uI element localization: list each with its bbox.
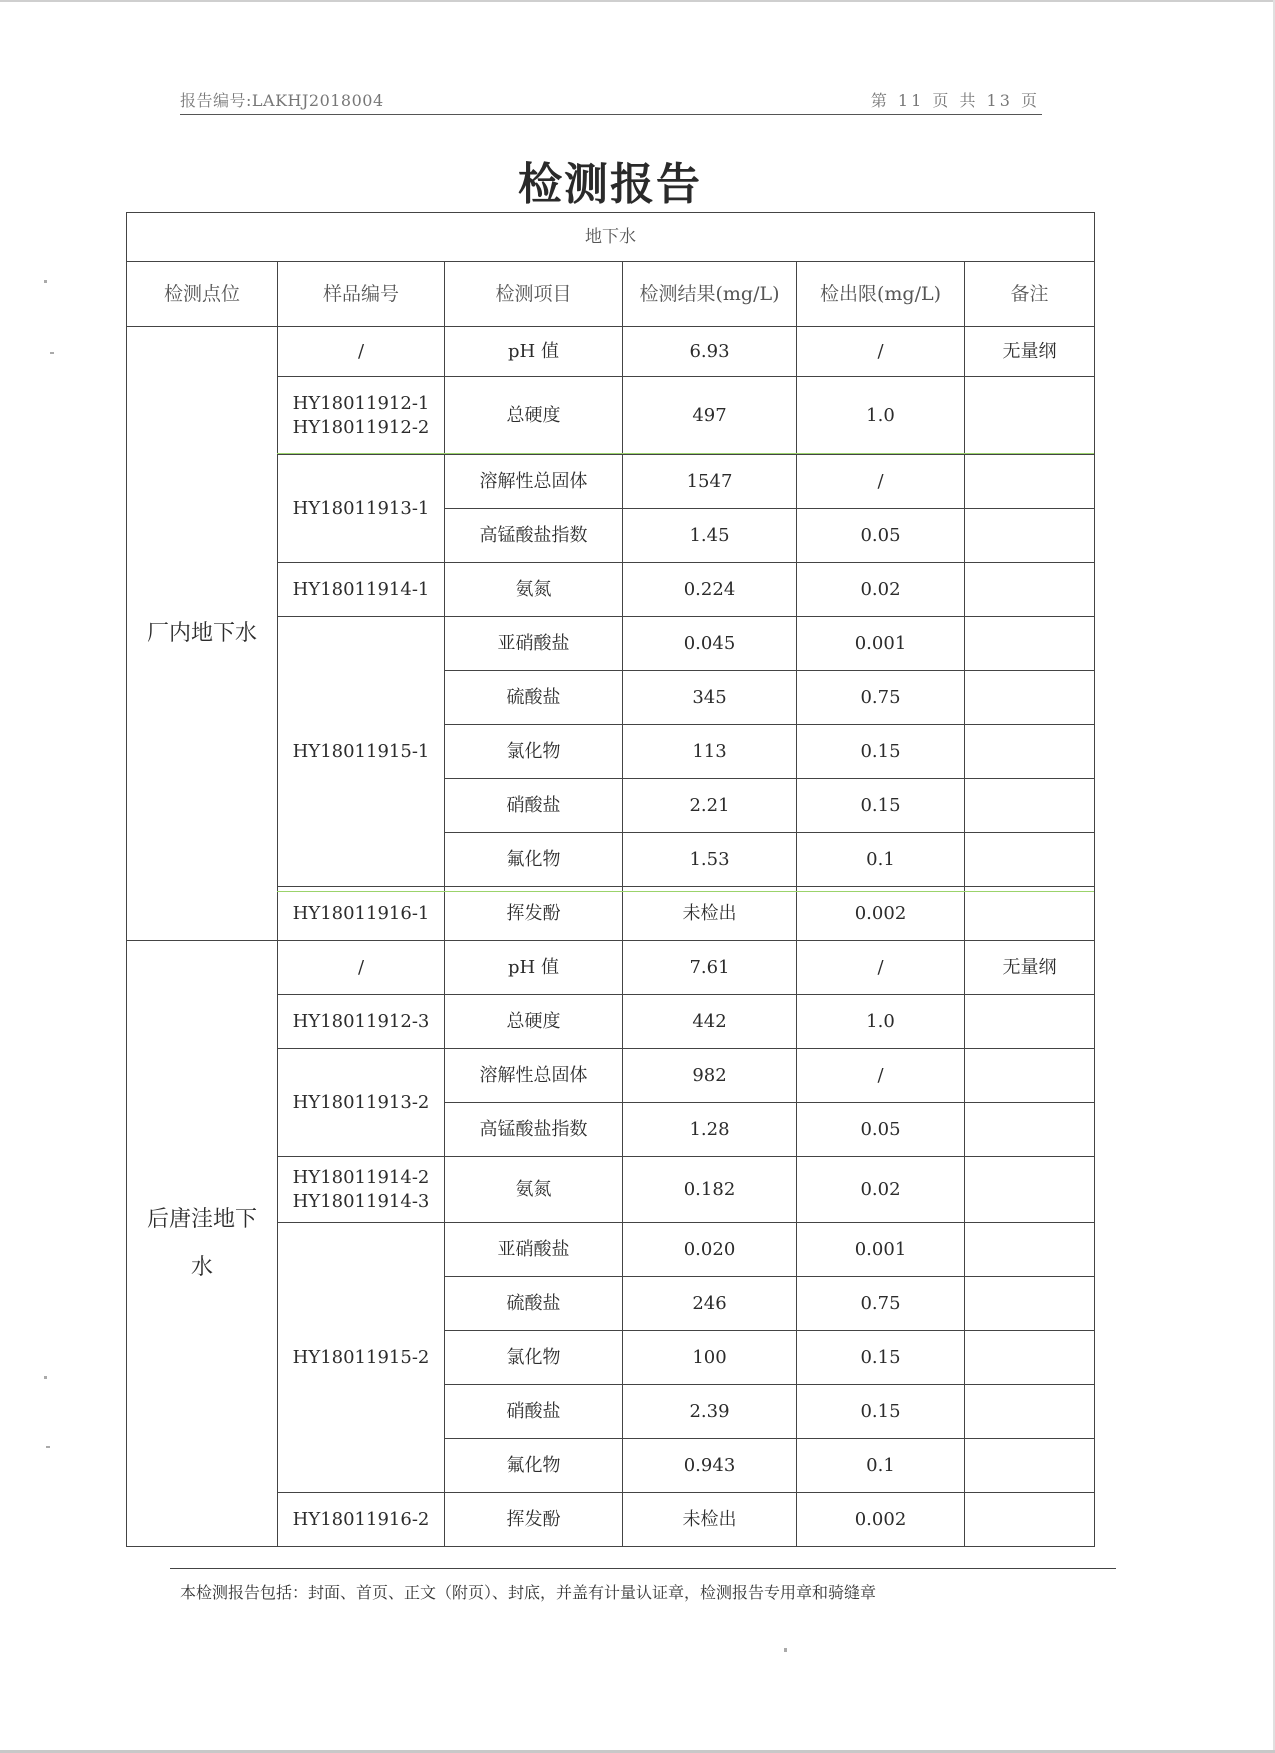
table-row bbox=[127, 941, 1095, 995]
col-header-note: 备注 bbox=[965, 262, 1095, 327]
limit-cell: 0.75 bbox=[797, 1277, 965, 1331]
limit-cell: 0.001 bbox=[797, 617, 965, 671]
limit-cell: 1.0 bbox=[797, 377, 965, 455]
item-cell: 硝酸盐 bbox=[445, 1385, 623, 1439]
result-cell: 1.45 bbox=[623, 509, 797, 563]
item-cell: 挥发酚 bbox=[445, 887, 623, 941]
table-row bbox=[127, 327, 1095, 377]
item-cell: 溶解性总固体 bbox=[445, 1049, 623, 1103]
table-caption-row bbox=[127, 213, 1095, 262]
note-cell bbox=[965, 833, 1095, 887]
result-cell: 100 bbox=[623, 1331, 797, 1385]
note-cell bbox=[965, 1493, 1095, 1547]
limit-cell: / bbox=[797, 1049, 965, 1103]
note-cell bbox=[965, 1277, 1095, 1331]
note-cell bbox=[965, 1157, 1095, 1223]
document-title: 检测报告 bbox=[518, 159, 702, 210]
result-cell: 0.020 bbox=[623, 1223, 797, 1277]
result-cell: 497 bbox=[623, 377, 797, 455]
sample-id-cell: HY18011913-1 bbox=[278, 455, 445, 563]
limit-cell: 0.02 bbox=[797, 1157, 965, 1223]
result-cell: 7.61 bbox=[623, 941, 797, 995]
result-cell: 1.28 bbox=[623, 1103, 797, 1157]
result-cell: 0.943 bbox=[623, 1439, 797, 1493]
result-cell: 345 bbox=[623, 671, 797, 725]
table-header-row bbox=[127, 262, 1095, 327]
result-cell: 6.93 bbox=[623, 327, 797, 377]
item-cell: 氯化物 bbox=[445, 1331, 623, 1385]
limit-cell: 0.002 bbox=[797, 1493, 965, 1547]
scan-artifact-line bbox=[277, 453, 1094, 454]
col-header-item: 检测项目 bbox=[445, 262, 623, 327]
result-cell: 2.21 bbox=[623, 779, 797, 833]
note-cell bbox=[965, 779, 1095, 833]
item-cell: 总硬度 bbox=[445, 995, 623, 1049]
sample-id-cell: HY18011916-2 bbox=[278, 1493, 445, 1547]
limit-cell: 1.0 bbox=[797, 995, 965, 1049]
limit-cell: 0.05 bbox=[797, 1103, 965, 1157]
item-cell: 高锰酸盐指数 bbox=[445, 1103, 623, 1157]
page-indicator: 第 11 页 共 13 页 bbox=[870, 91, 1040, 110]
result-cell: 1547 bbox=[623, 455, 797, 509]
item-cell: 氟化物 bbox=[445, 833, 623, 887]
result-cell: 442 bbox=[623, 995, 797, 1049]
result-cell: 982 bbox=[623, 1049, 797, 1103]
result-cell: 未检出 bbox=[623, 887, 797, 941]
scan-speck bbox=[44, 280, 47, 283]
item-cell: 硫酸盐 bbox=[445, 1277, 623, 1331]
site2-rows bbox=[127, 941, 1095, 1547]
note-cell bbox=[965, 455, 1095, 509]
note-cell bbox=[965, 1439, 1095, 1493]
limit-cell: 0.05 bbox=[797, 509, 965, 563]
scan-speck bbox=[46, 1446, 50, 1448]
note-cell bbox=[965, 887, 1095, 941]
footer-divider bbox=[170, 1568, 1116, 1569]
sample-id-cell: HY18011913-2 bbox=[278, 1049, 445, 1157]
item-cell: 硝酸盐 bbox=[445, 779, 623, 833]
item-cell: 高锰酸盐指数 bbox=[445, 509, 623, 563]
sample-id-cell: / bbox=[278, 941, 445, 995]
note-cell bbox=[965, 1049, 1095, 1103]
result-cell: 2.39 bbox=[623, 1385, 797, 1439]
item-cell: 硫酸盐 bbox=[445, 671, 623, 725]
col-header-result: 检测结果(mg/L) bbox=[623, 262, 797, 327]
item-cell: 亚硝酸盐 bbox=[445, 1223, 623, 1277]
limit-cell: / bbox=[797, 941, 965, 995]
sample-id-cell: HY18011912-3 bbox=[278, 995, 445, 1049]
scan-artifact-line bbox=[277, 891, 1094, 892]
note-cell bbox=[965, 995, 1095, 1049]
limit-cell: 0.1 bbox=[797, 1439, 965, 1493]
footer-note: 本检测报告包括：封面、首页、正文（附页）、封底，并盖有计量认证章，检测报告专用章和骑缝章 bbox=[180, 1583, 877, 1602]
table-caption: 地下水 bbox=[127, 213, 1095, 262]
note-cell bbox=[965, 377, 1095, 455]
sample-id-cell: HY18011912-1 HY18011912-2 bbox=[278, 377, 445, 455]
note-cell bbox=[965, 725, 1095, 779]
result-cell: 0.182 bbox=[623, 1157, 797, 1223]
item-cell: 氟化物 bbox=[445, 1439, 623, 1493]
note-cell bbox=[965, 1385, 1095, 1439]
scan-speck bbox=[50, 352, 54, 354]
scan-speck bbox=[44, 1376, 47, 1379]
result-cell: 1.53 bbox=[623, 833, 797, 887]
limit-cell: 0.001 bbox=[797, 1223, 965, 1277]
note-cell bbox=[965, 1223, 1095, 1277]
limit-cell: 0.15 bbox=[797, 1331, 965, 1385]
note-cell: 无量纲 bbox=[965, 327, 1095, 377]
item-cell: 溶解性总固体 bbox=[445, 455, 623, 509]
scan-edge-top bbox=[0, 0, 1275, 2]
item-cell: 挥发酚 bbox=[445, 1493, 623, 1547]
limit-cell: 0.002 bbox=[797, 887, 965, 941]
scan-speck bbox=[784, 1648, 787, 1652]
limit-cell: 0.15 bbox=[797, 1385, 965, 1439]
limit-cell: 0.15 bbox=[797, 725, 965, 779]
note-cell bbox=[965, 509, 1095, 563]
groundwater-results-table bbox=[126, 212, 1095, 1547]
limit-cell: 0.75 bbox=[797, 671, 965, 725]
limit-cell: 0.15 bbox=[797, 779, 965, 833]
limit-cell: 0.1 bbox=[797, 833, 965, 887]
note-cell: 无量纲 bbox=[965, 941, 1095, 995]
item-cell: 亚硝酸盐 bbox=[445, 617, 623, 671]
sample-id-cell: HY18011915-2 bbox=[278, 1223, 445, 1493]
site1-rows bbox=[127, 327, 1095, 941]
col-header-site: 检测点位 bbox=[127, 262, 278, 327]
sample-id-cell: HY18011915-1 bbox=[278, 617, 445, 887]
result-cell: 0.045 bbox=[623, 617, 797, 671]
site-name-cell: 厂内地下水 bbox=[127, 327, 278, 941]
sample-id-cell: HY18011916-1 bbox=[278, 887, 445, 941]
item-cell: 氨氮 bbox=[445, 1157, 623, 1223]
result-cell: 113 bbox=[623, 725, 797, 779]
note-cell bbox=[965, 1103, 1095, 1157]
note-cell bbox=[965, 563, 1095, 617]
col-header-limit: 检出限(mg/L) bbox=[797, 262, 965, 327]
limit-cell: / bbox=[797, 327, 965, 377]
item-cell: 氯化物 bbox=[445, 725, 623, 779]
report-number: 报告编号:LAKHJ2018004 bbox=[180, 91, 384, 110]
item-cell: pH 值 bbox=[445, 941, 623, 995]
result-cell: 未检出 bbox=[623, 1493, 797, 1547]
item-cell: 氨氮 bbox=[445, 563, 623, 617]
col-header-sample: 样品编号 bbox=[278, 262, 445, 327]
site-name-cell: 后唐洼地下水 bbox=[127, 941, 278, 1547]
note-cell bbox=[965, 617, 1095, 671]
note-cell bbox=[965, 671, 1095, 725]
limit-cell: / bbox=[797, 455, 965, 509]
note-cell bbox=[965, 1331, 1095, 1385]
item-cell: pH 值 bbox=[445, 327, 623, 377]
item-cell: 总硬度 bbox=[445, 377, 623, 455]
sample-id-cell: / bbox=[278, 327, 445, 377]
sample-id-cell: HY18011914-1 bbox=[278, 563, 445, 617]
sample-id-cell: HY18011914-2 HY18011914-3 bbox=[278, 1157, 445, 1223]
page-header bbox=[180, 86, 1042, 115]
limit-cell: 0.02 bbox=[797, 563, 965, 617]
result-cell: 0.224 bbox=[623, 563, 797, 617]
result-cell: 246 bbox=[623, 1277, 797, 1331]
